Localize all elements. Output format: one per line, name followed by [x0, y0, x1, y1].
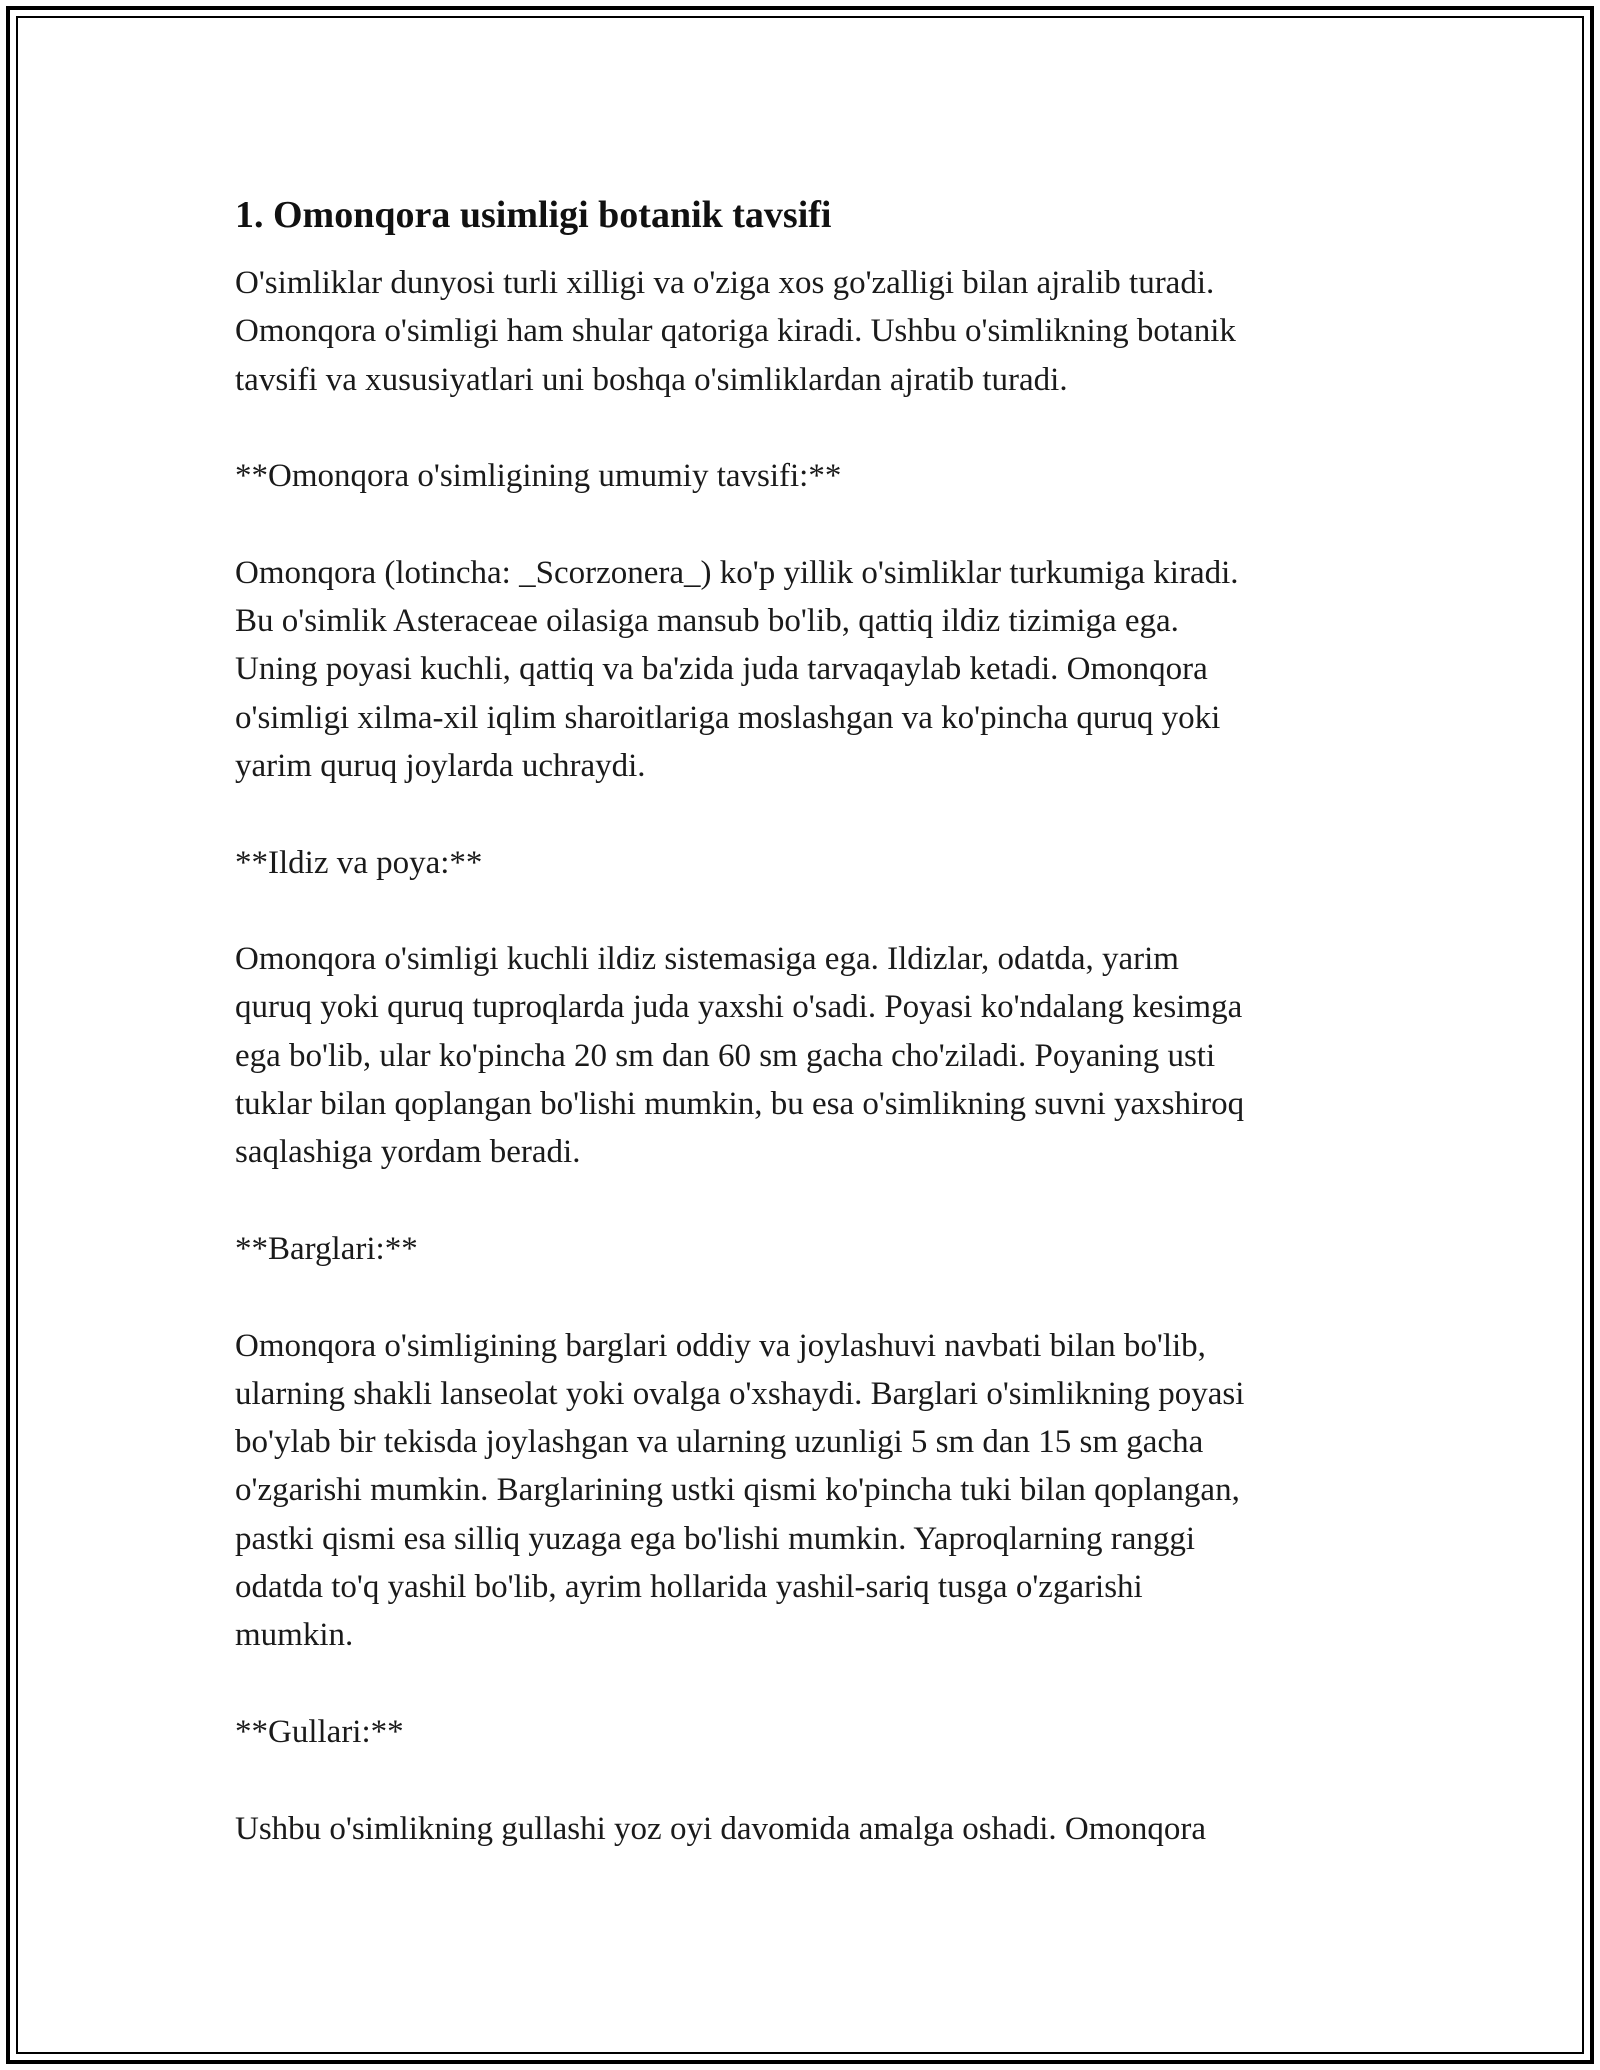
paragraph-root-stem	[235, 935, 1385, 1176]
paragraph-general-description	[235, 549, 1385, 790]
text-line: mumkin.	[235, 1617, 354, 1654]
text-line: bo'ylab bir tekisda joylashgan va ularning uzunligi 5 sm dan 15 sm gacha	[235, 1424, 1204, 1461]
document-body	[235, 185, 1385, 1901]
text-line: yarim quruq joylarda uchraydi.	[235, 747, 646, 784]
text-line: pastki qismi esa silliq yuzaga ega bo'lishi mumkin. Yaproqlarning ranggi	[235, 1520, 1196, 1557]
subheading-flowers	[235, 1708, 1385, 1756]
text-line: Omonqora o'simligi kuchli ildiz sistemasiga ega. Ildizlar, odatda, yarim	[235, 941, 1179, 978]
text-line: tavsifi va xususiyatlari uni boshqa o'simliklardan ajratib turadi.	[235, 361, 1068, 398]
paragraph-intro	[235, 259, 1385, 404]
subheading-general-description	[235, 452, 1385, 500]
text-line: ularning shakli lanseolat yoki ovalga o'xshaydi. Barglari o'simlikning poyasi	[235, 1375, 1245, 1412]
text-line: Omonqora o'simligining barglari oddiy va joylashuvi navbati bilan bo'lib,	[235, 1327, 1206, 1364]
text-line: **Ildiz va poya:**	[235, 844, 483, 881]
text-line: o'simligi xilma-xil iqlim sharoitlariga moslashgan va ko'pincha quruq yoki	[235, 699, 1221, 736]
text-line: quruq yoki quruq tuproqlarda juda yaxshi o'sadi. Poyasi ko'ndalang kesimga	[235, 989, 1243, 1026]
text-line: Bu o'simlik Asteraceae oilasiga mansub bo'lib, qattiq ildiz tizimiga ega.	[235, 603, 1179, 640]
paragraph-leaves	[235, 1322, 1385, 1660]
text-line: tuklar bilan qoplangan bo'lishi mumkin, bu esa o'simlikning suvni yaxshiroq	[235, 1086, 1245, 1123]
text-line: Omonqora o'simligi ham shular qatoriga kiradi. Ushbu o'simlikning botanik	[235, 313, 1236, 350]
text-line: Ushbu o'simlikning gullashi yoz oyi davomida amalga oshadi. Omonqora	[235, 1810, 1207, 1847]
text-line: ega bo'lib, ular ko'pincha 20 sm dan 60 sm gacha cho'ziladi. Poyaning usti	[235, 1037, 1216, 1074]
text-line: odatda to'q yashil bo'lib, ayrim hollarida yashil-sariq tusga o'zgarishi	[235, 1569, 1143, 1606]
text-line: O'simliklar dunyosi turli xilligi va o'ziga xos go'zalligi bilan ajralib turadi.	[235, 265, 1215, 301]
text-line: Omonqora (lotincha: _Scorzonera_) ko'p yillik o'simliklar turkumiga kiradi.	[235, 554, 1239, 591]
subheading-leaves	[235, 1225, 1385, 1273]
text-line: **Omonqora o'simligining umumiy tavsifi:**	[235, 458, 842, 495]
section-heading: 1. Omonqora usimligi botanik tavsifi	[235, 194, 832, 236]
subheading-root-stem	[235, 839, 1385, 887]
text-line: Uning poyasi kuchli, qattiq va ba'zida juda tarvaqaylab ketadi. Omonqora	[235, 651, 1208, 688]
text-line: **Gullari:**	[235, 1713, 404, 1750]
text-line: **Barglari:**	[235, 1230, 418, 1267]
text-line: o'zgarishi mumkin. Barglarining ustki qismi ko'pincha tuki bilan qoplangan,	[235, 1472, 1240, 1509]
text-line: saqlashiga yordam beradi.	[235, 1134, 581, 1171]
paragraph-flowers	[235, 1805, 1385, 1853]
